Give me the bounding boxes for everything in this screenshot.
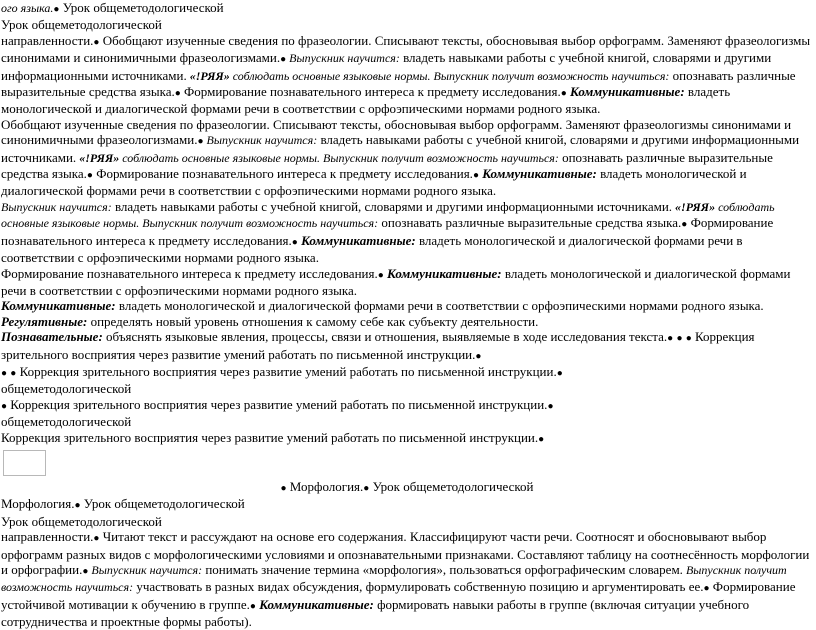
komm-text: владеть монологической и диалогической формами речи в соответствии с орфоэпическими нормами родного языка.	[1, 265, 791, 298]
morph-text: Морфология.	[1, 496, 75, 512]
block11-paragraph	[1, 529, 813, 629]
komm-text: владеть монологической и диалогической формами речи в соответствии с орфоэпическими нормами родного языка.	[1, 84, 731, 117]
lesson-text: Урок общеметодологической	[80, 496, 245, 512]
block8-paragraph	[1, 364, 813, 381]
bullet-icon: ●	[377, 269, 384, 281]
block1-text: Обобщают изученные сведения по фразеологии. Списывают тексты, обосновывая выбор орфограмм. Заменяют фразеологизмы синонимами и синонимичными фразеологизмами.	[1, 32, 811, 66]
bullet-icon: ●	[681, 219, 688, 231]
intro-line	[1, 0, 813, 17]
komm-label: Коммуникативные:	[566, 84, 685, 100]
block3-paragraph	[1, 199, 813, 266]
block11-text: Читают текст и рассуждают на основе его содержания. Классифицируют части речи. Соотносят и обосновывают выбор орфограмм разных видов с морфологическими условиями и опознавательными признаками. Составляют таблицу на соотнесённость морфологии и орфографии.	[1, 529, 810, 577]
bullet-icon: ●	[93, 533, 100, 545]
komm-text: формировать навыки работы в группе (включая ситуации учебного сотрудничества и проектные формы работы).	[1, 596, 750, 630]
reg-text: определять новый уровень отношения к самому себе как субъекту деятельности.	[87, 313, 539, 329]
bullet-icon: ●	[249, 600, 256, 612]
vozm-label: Выпускник получит возможность научиться:	[430, 68, 670, 83]
vozm-text: опознавать различные выразительные средства языка.	[1, 67, 796, 100]
bullet-icon: ●	[10, 367, 17, 379]
bullet-icon: ●	[53, 4, 60, 15]
block9-tail: общеметодологической	[1, 414, 132, 430]
vozm-text: участвовать в разных видах обсуждения, формулировать собственную позицию и аргументировать ее.	[133, 579, 704, 595]
bullet-icon: ●	[667, 333, 674, 345]
form-text: Формирование устойчивой мотивации к обучению в группе.	[1, 579, 796, 612]
vozm-label: Выпускник получит возможность научиться:	[139, 216, 379, 231]
document-body	[1, 0, 813, 630]
block5-paragraph	[1, 298, 813, 313]
rrya-text: соблюдать основные языковые нормы.	[119, 150, 320, 165]
bullet-icon: ●	[547, 400, 554, 412]
center-line	[1, 479, 813, 496]
bullet-icon: ●	[197, 136, 204, 148]
bullet-icon: ●	[82, 566, 89, 577]
bullet-icon: ●	[1, 400, 8, 412]
korr-text: Коррекция зрительного восприятия через развитие умений работать по письменной инструкции.	[16, 363, 557, 379]
empty-image-placeholder	[3, 450, 46, 476]
bullet-icon: ●	[291, 236, 298, 248]
form-text: Формирование познавательного интереса к предмету исследования.	[1, 215, 774, 248]
komm-label: Коммуникативные:	[297, 232, 416, 248]
vozm-label: Выпускник получит возможность научиться:	[319, 150, 559, 165]
block2-text: Обобщают изученные сведения по фразеологии. Списывают тексты, обосновывая выбор орфограмм. Заменяют фразеологизмы синонимами и синонимичными фразеологизмами.	[1, 116, 792, 148]
komm-label: Коммуникативные:	[1, 298, 116, 314]
komm-label: Коммуникативные:	[383, 265, 502, 281]
bullet-icon: ●	[472, 170, 479, 182]
bullet-icon: ●	[475, 350, 482, 362]
komm-label: Коммуникативные:	[478, 166, 597, 182]
rrya-text: соблюдать основные языковые нормы.	[229, 68, 431, 83]
bullet-icon: ●	[363, 482, 370, 494]
form-text: Формирование познавательного интереса к предмету исследования.	[1, 265, 378, 281]
komm-label: Коммуникативные:	[255, 596, 374, 612]
napr-text: направленности.	[1, 32, 94, 48]
komm-text: владеть монологической и диалогической формами речи в соответствии с орфоэпическими нормами родного языка.	[1, 232, 743, 266]
reg-label: Регулятивные:	[1, 313, 88, 329]
napr-text: направленности.	[1, 529, 94, 545]
vyp-label: Выпускник научится:	[1, 199, 112, 214]
block9-paragraph	[1, 397, 813, 414]
block6-paragraph	[1, 314, 813, 329]
vyp-text: владеть навыками работы с учебной книгой, словарями и другими информационными источниками.	[111, 198, 673, 214]
form-text: Формирование познавательного интереса к предмету исследования.	[180, 84, 561, 100]
pozn-label: Познавательные:	[1, 329, 103, 345]
pozn-text: объяснять языковые явления, процессы, связи и отношения, выявляемые в ходе исследования текста.	[102, 329, 668, 345]
center-text-a: Морфология.	[286, 478, 364, 494]
block7-paragraph	[1, 329, 813, 364]
bullet-icon: ●	[174, 88, 181, 100]
korr-text: Коррекция зрительного восприятия через развитие умений работать по письменной инструкции.	[7, 396, 548, 412]
rrya-text: соблюдать основные языковые нормы.	[1, 199, 775, 231]
rrya-label: «!РЯЯ»	[76, 150, 120, 165]
vozm-text: опознавать различные выразительные средства языка.	[1, 149, 773, 182]
bullet-icon: ●	[560, 88, 567, 100]
block8-tail: общеметодологической	[1, 381, 132, 397]
bullet-icon: ●	[74, 500, 81, 512]
block10-paragraph	[1, 430, 813, 447]
vyp-label: Выпускник научится:	[286, 51, 400, 66]
bullet-icon: ●	[676, 333, 683, 345]
vyp-text: владеть навыками работы с учебной книгой, словарями и другими информационными источниками.	[1, 132, 800, 165]
block4-paragraph	[1, 266, 813, 299]
bullet-icon: ●	[280, 54, 287, 66]
komm-text: владеть монологической и диалогической формами речи в соответствии с орфоэпическими нормами родного языка.	[115, 298, 764, 314]
block11-line2: Урок общеметодологической	[1, 513, 162, 529]
bullet-icon: ●	[703, 583, 710, 595]
block1-line1: Урок общеметодологической	[1, 17, 162, 33]
bullet-icon: ●	[1, 367, 8, 379]
bullet-icon: ●	[538, 433, 545, 445]
bullet-icon: ●	[280, 482, 287, 494]
intro-italic: ого языка.	[1, 1, 54, 15]
rrya-label: «!РЯЯ»	[672, 199, 716, 214]
block1-paragraph	[1, 33, 813, 117]
vyp-label: Выпускник научится:	[88, 563, 203, 577]
bullet-icon: ●	[685, 333, 692, 345]
komm-text: владеть монологической и диалогической формами речи в соответствии с орфоэпическими нормами родного языка.	[1, 166, 747, 199]
vyp-text: владеть навыками работы с учебной книгой, словарями и другими информационными источниками.	[1, 50, 772, 83]
bullet-icon: ●	[556, 367, 563, 379]
intro-text: Урок общеметодологической	[59, 0, 224, 15]
vozm-text: опознавать различные выразительные средства языка.	[378, 215, 682, 231]
korr-text: Коррекция зрительного восприятия через развитие умений работать по письменной инструкции.	[1, 329, 755, 362]
block2-paragraph	[1, 117, 813, 199]
center-text-b: Урок общеметодологической	[369, 478, 534, 494]
vozm-label: Выпускник получит возможность научиться:	[1, 563, 787, 595]
form-text: Формирование познавательного интереса к предмету исследования.	[92, 166, 473, 182]
korr-text: Коррекция зрительного восприятия через развитие умений работать по письменной инструкции.	[1, 429, 539, 445]
bullet-icon: ●	[86, 170, 93, 182]
vyp-text: понимать значение термина «морфология», пользоваться орфографическим словарем.	[202, 562, 683, 577]
vyp-label: Выпускник научится:	[203, 133, 318, 148]
block11-line1	[1, 496, 813, 513]
bullet-icon: ●	[93, 36, 100, 48]
rrya-label: «!РЯЯ»	[186, 68, 230, 83]
